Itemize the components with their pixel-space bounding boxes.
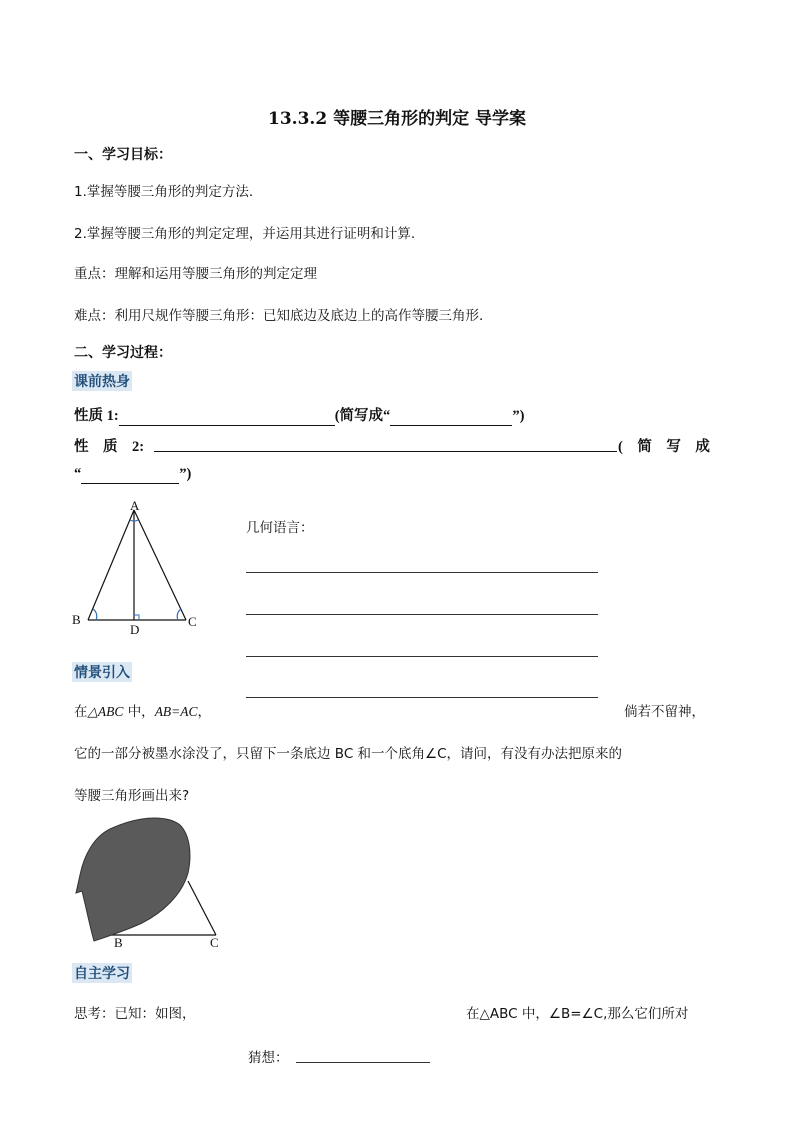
scene-line-1-tail: 倘若不留神，	[624, 704, 705, 720]
scene-comma: ，	[197, 704, 212, 720]
think-prompt: 思考：已知：如图，	[74, 1006, 196, 1022]
property-2-label: 性 质 2:	[74, 439, 145, 455]
property-1-label: 性质 1:	[74, 408, 119, 424]
angle-mark-c	[177, 609, 181, 620]
label-b: B	[114, 935, 123, 950]
property-2-abbrev: ( 简 写 成	[618, 439, 710, 455]
property-2-quote-close: ”)	[179, 466, 192, 482]
answer-line-4[interactable]	[246, 697, 598, 698]
page-title: 13.3.2 等腰三角形的判定 导学案	[268, 109, 526, 129]
section-goals-heading: 一、学习目标：	[74, 147, 172, 163]
isosceles-triangle-figure	[66, 496, 206, 636]
scene-heading: 情景引入	[72, 662, 132, 682]
property-2-blank[interactable]	[154, 451, 617, 452]
scene-in: 在	[74, 704, 88, 720]
goal-2: 2.掌握等腰三角形的判定定理，并运用其进行证明和计算.	[74, 226, 416, 242]
property-1-abbrev-blank[interactable]	[390, 408, 512, 426]
goal-1: 1.掌握等腰三角形的判定方法.	[74, 184, 254, 200]
property-1-line	[74, 404, 524, 426]
property-1-blank[interactable]	[119, 408, 335, 426]
self-study-heading: 自主学习	[72, 963, 132, 983]
scene-line-2: 它的一部分被墨水涂没了，只留下一条底边 BC 和一个底角∠C，请问，有没有办法把原来的	[74, 746, 623, 762]
property-1-abbrev-close: ”)	[512, 408, 525, 424]
scene-zhong: 中，	[127, 704, 155, 720]
answer-line-1[interactable]	[246, 572, 598, 573]
property-2-abbrev-blank[interactable]	[81, 466, 179, 484]
scene-equal: AB=AC	[154, 704, 198, 719]
label-c: C	[188, 614, 197, 629]
scene-triangle: △ABC	[87, 704, 124, 719]
side-ac	[134, 510, 186, 620]
guess-blank[interactable]	[296, 1062, 430, 1063]
property-2-abbrev-line	[74, 466, 191, 484]
section-process-heading: 二、学习过程：	[74, 345, 172, 361]
ink-covered-triangle-figure	[70, 815, 230, 955]
label-c: C	[210, 935, 219, 950]
answer-line-2[interactable]	[246, 614, 598, 615]
angle-mark-b	[93, 609, 97, 620]
side-c	[188, 881, 216, 935]
key-point: 重点：理解和运用等腰三角形的判定定理	[74, 266, 317, 282]
guess-label: 猜想：	[248, 1050, 289, 1066]
label-d: D	[130, 622, 140, 636]
answer-line-3[interactable]	[246, 656, 598, 657]
scene-line-3: 等腰三角形画出来?	[74, 788, 190, 804]
side-ab	[88, 510, 134, 620]
property-2-quote-open: “	[74, 466, 82, 482]
label-a: A	[130, 498, 140, 513]
ink-blot	[76, 818, 190, 941]
warmup-heading: 课前热身	[72, 371, 132, 391]
label-b: B	[72, 612, 81, 627]
scene-line-1	[74, 700, 211, 720]
difficulty: 难点：利用尺规作等腰三角形：已知底边及底边上的高作等腰三角形.	[74, 308, 484, 324]
geometric-language-label: 几何语言：	[246, 520, 314, 536]
right-angle-mark	[134, 615, 139, 620]
think-condition: 在△ABC 中，∠B=∠C,那么它们所对	[466, 1006, 689, 1022]
property-1-abbrev-open: (简写成“	[334, 408, 391, 424]
